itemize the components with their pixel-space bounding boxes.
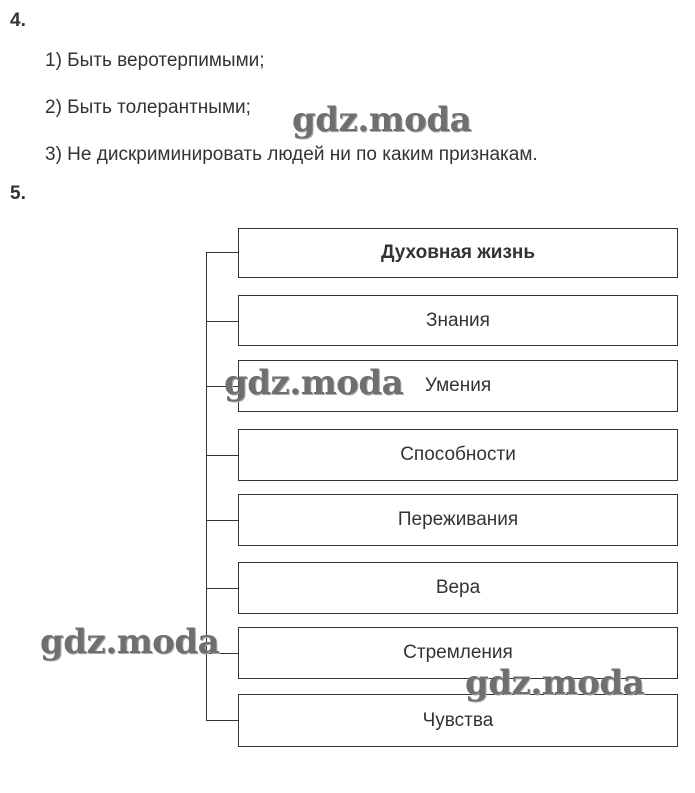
task-4-item-1: 1) Быть веротерпимыми; xyxy=(45,50,265,71)
diagram-child-box-6: Стремления xyxy=(238,627,678,679)
watermark: gdz.moda xyxy=(465,663,645,703)
diagram-child-box-4: Переживания xyxy=(238,494,678,546)
diagram-root-box: Духовная жизнь xyxy=(238,228,678,278)
task-4-item-3: 3) Не дискриминировать людей ни по каким признакам. xyxy=(45,144,538,165)
diagram-child-box-2: Умения xyxy=(238,360,678,412)
connector-line-5 xyxy=(206,588,238,589)
task-5-number: 5. xyxy=(10,183,26,204)
diagram-child-box-5: Вера xyxy=(238,562,678,614)
connector-line-root xyxy=(206,252,238,253)
connector-line-3 xyxy=(206,455,238,456)
connector-line-7 xyxy=(206,720,238,721)
diagram-child-box-7: Чувства xyxy=(238,694,678,747)
diagram-child-box-1: Знания xyxy=(238,295,678,346)
watermark: gdz.moda xyxy=(40,622,220,662)
watermark: gdz.moda xyxy=(292,100,472,140)
connector-line-4 xyxy=(206,520,238,521)
task-4-item-2: 2) Быть толерантными; xyxy=(45,97,251,118)
connector-line-1 xyxy=(206,321,238,322)
diagram-child-box-3: Способности xyxy=(238,429,678,481)
task-4-number: 4. xyxy=(10,10,26,31)
watermark: gdz.moda xyxy=(224,363,404,403)
